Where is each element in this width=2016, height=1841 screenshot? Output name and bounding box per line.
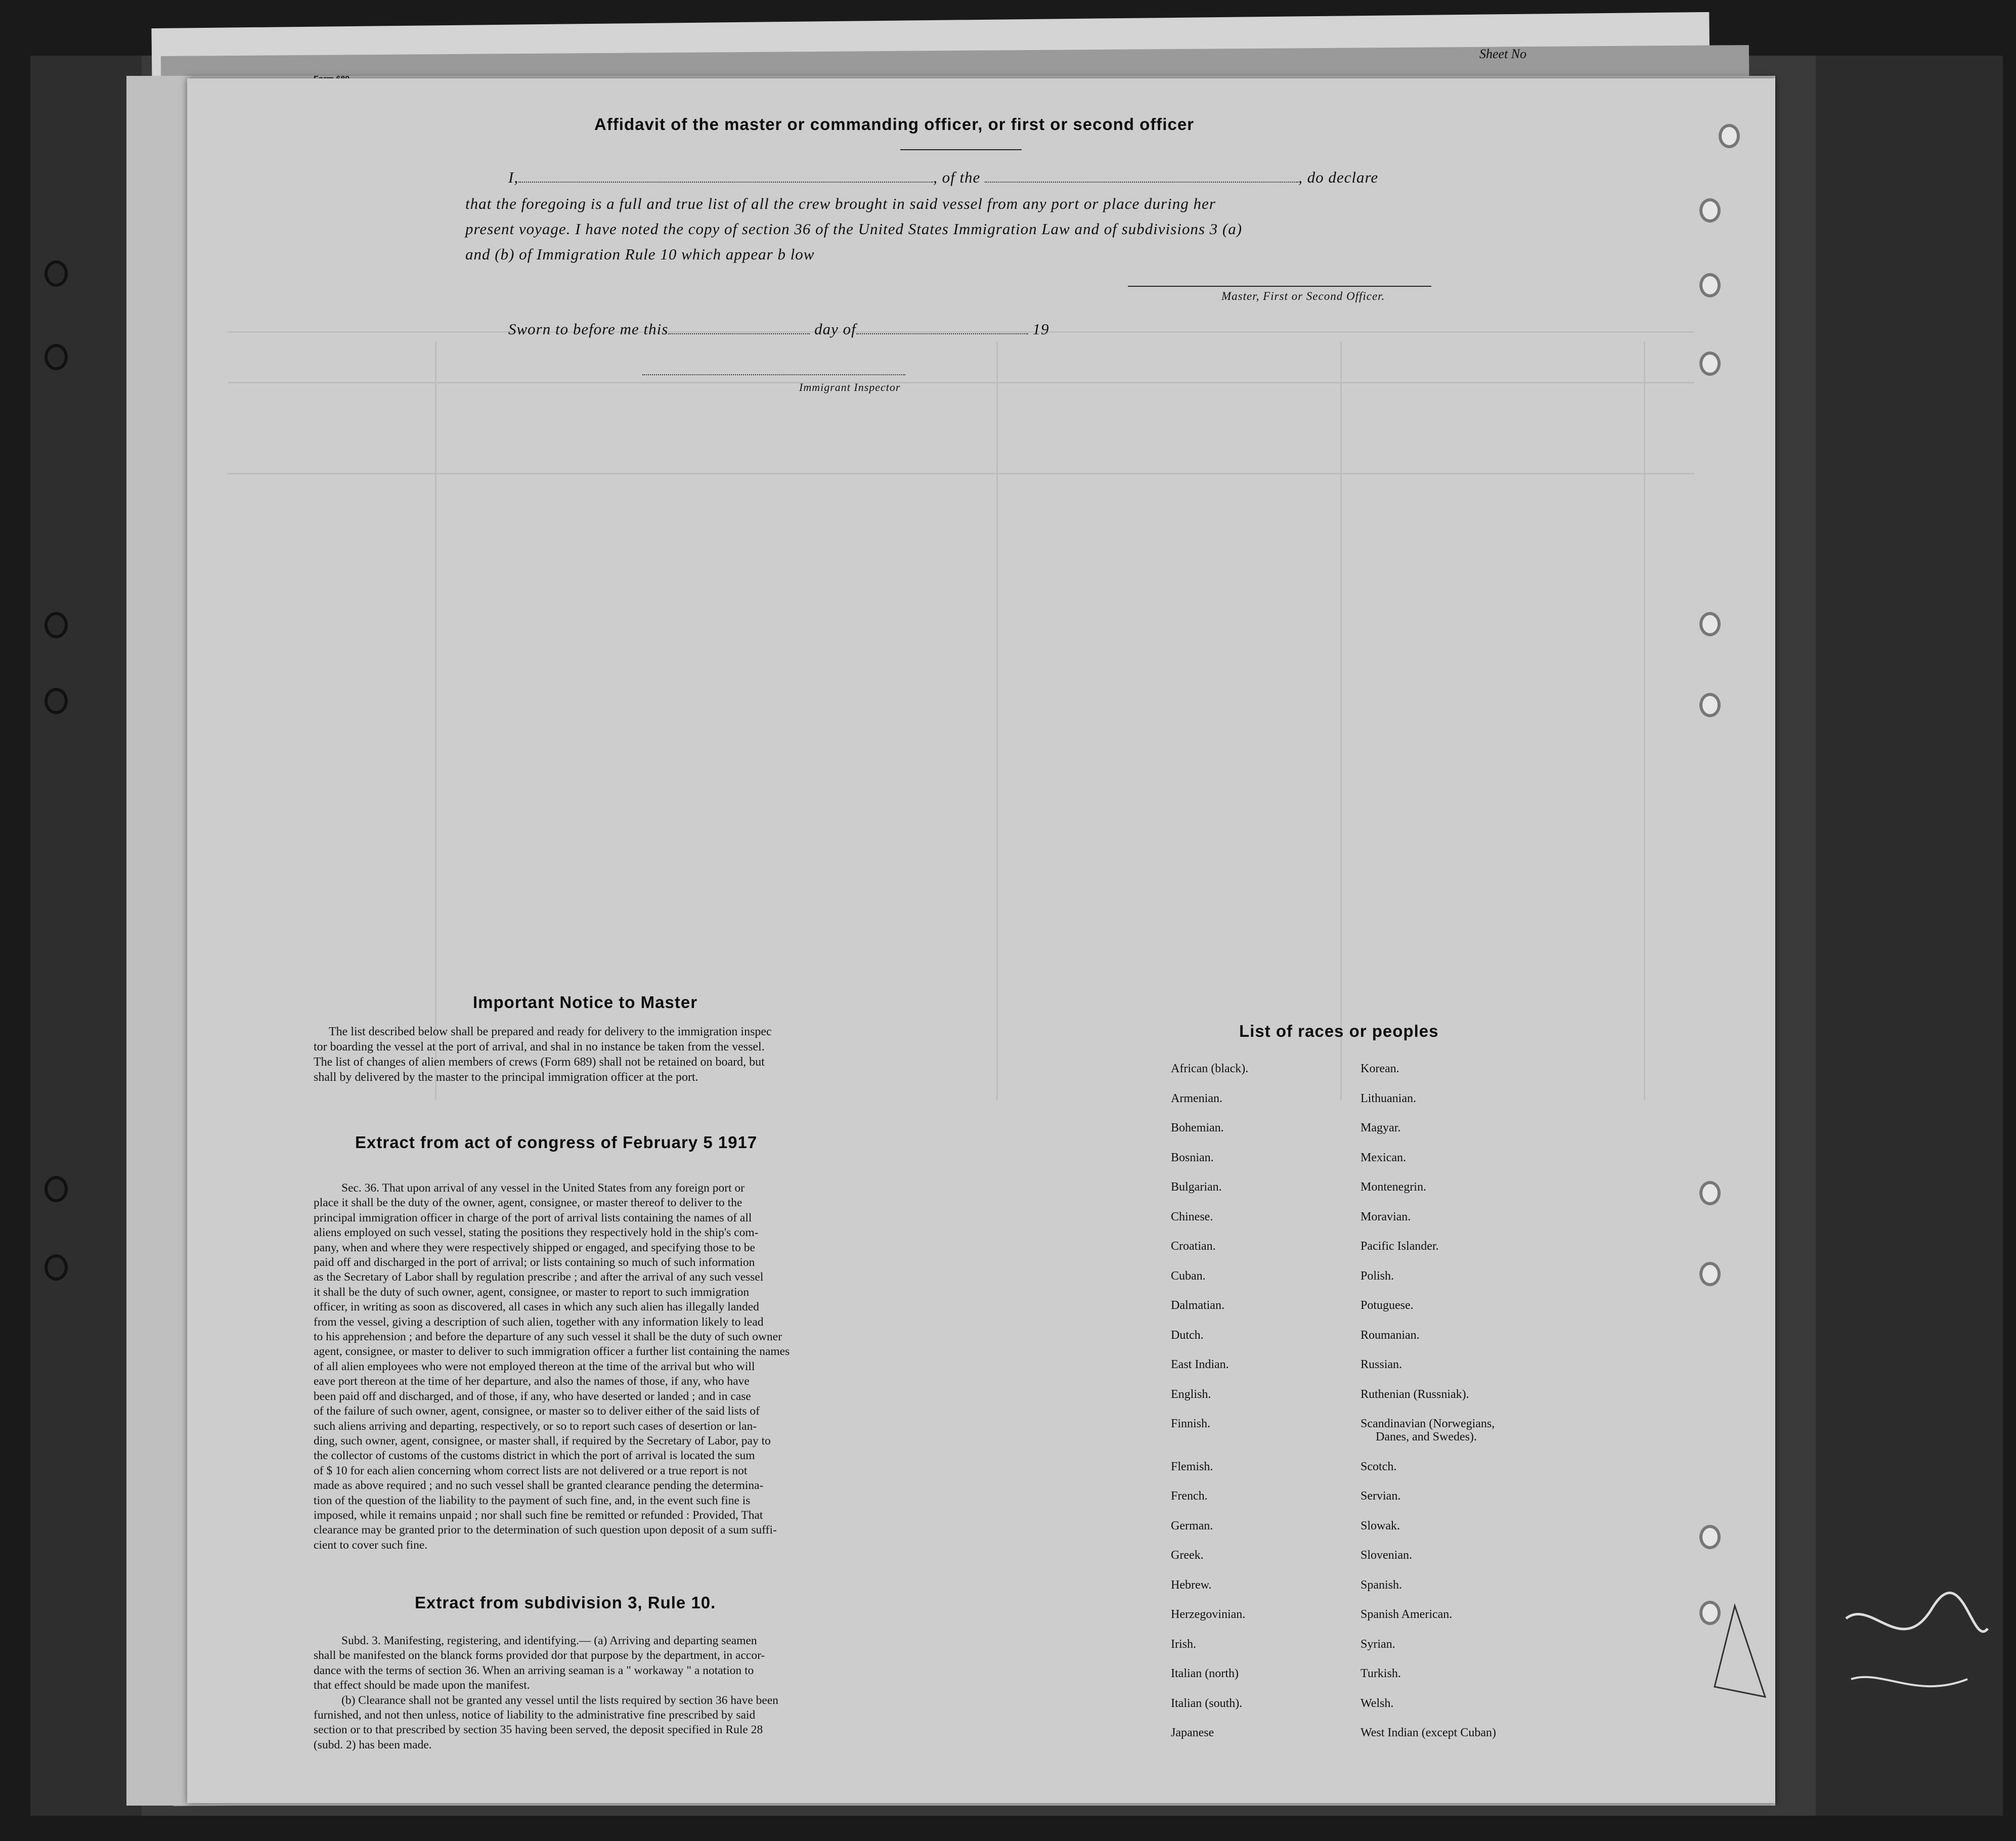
document-page	[187, 78, 1775, 1803]
extract_act-line: of $ 10 for each alien concerning whom correct lists are not delivered or a true report is not	[314, 1464, 748, 1477]
extract_rule-line: shall be manifested on the blanck forms provided dor that purpose by the department, in accor-	[314, 1649, 765, 1662]
affidavit-line-3: present voyage. I have noted the copy of section 36 of the United States Immigration Law and of subdivisions 3 (a)	[465, 220, 1243, 238]
affidavit-of-the: , of the	[933, 168, 981, 186]
race-item: Magyar.	[1361, 1121, 1401, 1134]
race-item: Croatian.	[1171, 1240, 1216, 1253]
extract_act-line: pany, when and where they were respectively shipped or engaged, and specifying those to be	[314, 1241, 755, 1254]
extract_rule-line: dance with the terms of section 36. When an arriving seaman is a " workaway " a notation to	[314, 1663, 754, 1677]
race-item: Japanese	[1171, 1726, 1214, 1739]
extract_act-line: agent, consignee, or master to deliver to such immigration officer a further list containing the names	[314, 1345, 790, 1358]
ghost-rule	[1340, 341, 1342, 1100]
extract-rule-body	[314, 1634, 1087, 1752]
punch-hole	[1719, 124, 1740, 148]
punch-hole	[1699, 693, 1721, 717]
extract_act-line: eave port thereon at the time of her departure, and also the names of those, if any, who have	[314, 1375, 750, 1388]
race-item: Flemish.	[1171, 1460, 1213, 1473]
extract_act-line: Sec. 36. That upon arrival of any vessel in the United States from any foreign port or	[341, 1181, 745, 1195]
ghost-rule	[435, 341, 436, 1100]
race-item: Montenegrin.	[1361, 1180, 1426, 1194]
affidavit-i: I,	[508, 168, 519, 186]
binder-hole	[45, 1254, 68, 1281]
day-blank[interactable]	[668, 323, 810, 334]
race-item: Lithuanian.	[1361, 1091, 1416, 1105]
extract_act-line: ding, such owner, agent, consignee, or master shall, if required by the Secretary of Labor, pay to	[314, 1434, 771, 1448]
extract_act-line: tion of the question of the liability to the payment of such fine, and, in the event such fine is	[314, 1494, 751, 1507]
race-item: Dutch.	[1171, 1328, 1204, 1342]
race-item: Chinese.	[1171, 1210, 1213, 1223]
inspector-label: Immigrant Inspector	[799, 381, 901, 393]
extract_act-line: made as above required ; and no such vessel shall be granted clearance pending the determina-	[314, 1479, 764, 1493]
binder-left-edge	[30, 56, 142, 1816]
binder-hole	[45, 688, 68, 714]
extract_act-line: such aliens arriving and departing, respectively, or so to report such cases of desertion or lan-	[314, 1419, 757, 1433]
extract_rule-line: that effect should be made upon the manifest.	[314, 1679, 530, 1692]
affidavit-line-4: and (b) of Immigration Rule 10 which appear b low	[465, 245, 815, 263]
race-item: Irish.	[1171, 1637, 1196, 1651]
extract_act-line: as the Secretary of Labor shall by regulation prescribe ; and after the arrival of any such vessel	[314, 1270, 764, 1284]
extract-act-title: Extract from act of congress of February 5 1917	[355, 1133, 758, 1152]
extract_rule-line: (b) Clearance shall not be granted any vessel until the lists required by section 36 have been	[341, 1693, 779, 1707]
race-item: Bohemian.	[1171, 1121, 1224, 1134]
race-item: Armenian.	[1171, 1091, 1222, 1105]
race-item: Korean.	[1361, 1062, 1399, 1075]
race-item: German.	[1171, 1519, 1213, 1532]
race-item: African (black).	[1171, 1062, 1249, 1075]
sheet-number-label: Sheet No	[1479, 47, 1527, 61]
extract_act-line: been paid off and discharged, and of those, if any, who have deserted or landed ; and in case	[314, 1389, 751, 1403]
punch-hole	[1699, 352, 1721, 376]
race-item: Servian.	[1361, 1489, 1401, 1503]
extract_act-line: paid off and discharged in the port of arrival; or lists containing so much of such information	[314, 1256, 755, 1269]
notice-line: shall by delivered by the master to the principal immigration officer at the port.	[314, 1071, 698, 1084]
notice-line: The list described below shall be prepared and ready for delivery to the immigration inspec	[329, 1025, 772, 1038]
race-item: Roumanian.	[1361, 1328, 1420, 1342]
punch-hole	[1699, 1525, 1721, 1549]
race-item: Cuban.	[1171, 1269, 1206, 1283]
extract_rule-line: Subd. 3. Manifesting, registering, and identifying.— (a) Arriving and departing seamen	[341, 1634, 757, 1647]
affidavit-line-2: that the foregoing is a full and true list of all the crew brought in said vessel from any port or place during her	[465, 195, 1216, 212]
ghost-rule	[996, 341, 998, 1100]
race-item: Finnish.	[1171, 1417, 1211, 1430]
vessel-blank[interactable]	[985, 171, 1298, 183]
race-item: Ruthenian (Russniak).	[1361, 1387, 1469, 1401]
name-blank[interactable]	[518, 171, 933, 183]
extract_act-line: of the failure of such owner, agent, consignee, or master so to deliver either of the said lists of	[314, 1405, 760, 1418]
binder-right-edge	[1816, 56, 2003, 1816]
punch-hole	[1699, 1262, 1721, 1286]
race-item: Mexican.	[1361, 1151, 1406, 1164]
pencil-marks	[1704, 1596, 1775, 1747]
signature-label: Master, First or Second Officer.	[1221, 290, 1385, 302]
punch-hole	[1699, 612, 1721, 636]
extract_act-line: the collector of customs of the customs district in which the port of arrival is located the sum	[314, 1449, 755, 1463]
ghost-rule	[228, 382, 1694, 383]
race-item: Moravian.	[1361, 1210, 1411, 1223]
binder-hole	[45, 260, 68, 287]
extract_act-line: of all alien employees who were not employed thereon at the time of the arrival but who will	[314, 1360, 755, 1373]
extract_act-line: place it shall be the duty of the owner, agent, consignee, or master thereof to deliver to the	[314, 1196, 742, 1210]
affidavit-declare: , do declare	[1298, 168, 1379, 186]
race-item: Scandinavian (Norwegians,	[1361, 1417, 1495, 1430]
extract_act-line: cient to cover such fine.	[314, 1538, 428, 1552]
race-item: Syrian.	[1361, 1637, 1395, 1651]
day-of-text: day of	[814, 320, 856, 338]
race-item: Hebrew.	[1171, 1578, 1212, 1592]
extract-rule-title: Extract from subdivision 3, Rule 10.	[415, 1593, 716, 1612]
race-item: East Indian.	[1171, 1358, 1229, 1371]
race-item: Italian (south).	[1171, 1696, 1243, 1710]
extract_act-line: officer, in writing as soon as discovered, all cases in which any such alien has illegally landed	[314, 1300, 759, 1314]
race-item: Scotch.	[1361, 1460, 1397, 1473]
handwritten-mark	[1841, 1578, 1993, 1730]
punch-hole	[1699, 273, 1721, 297]
race-item: Slowak.	[1361, 1519, 1400, 1532]
race-item: Russian.	[1361, 1358, 1403, 1371]
extract_act-line: it shall be the duty of such owner, agent, consignee, or master to report to such immigration	[314, 1285, 750, 1299]
extract_act-line: aliens employed on such vessel, stating the positions they respectively hold in the ship's com-	[314, 1226, 759, 1240]
extract_rule-line: section or to that prescribed by section 35 having been served, the deposit specified in Rule 28	[314, 1723, 763, 1737]
sworn-text: Sworn to before me this	[508, 320, 669, 338]
punch-hole	[1699, 1181, 1721, 1205]
month-blank[interactable]	[856, 323, 1028, 334]
extract_act-line: imposed, while it remains unpaid ; nor shall such fine be remitted or refunded : Provided, That	[314, 1508, 763, 1522]
extract_rule-line: furnished, and not then unless, notice of liability to the administrative fine prescribed by said	[314, 1708, 756, 1722]
race-item: Slovenian.	[1361, 1549, 1412, 1562]
race-item: Welsh.	[1361, 1696, 1394, 1710]
race-item: Turkish.	[1361, 1667, 1401, 1680]
ghost-rule	[228, 473, 1694, 474]
notice-line: The list of changes of alien members of crews (Form 689) shall not be retained on board, but	[314, 1056, 765, 1069]
extract_act-line: clearance may be granted prior to the determination of such question upon deposit of a sum suffi-	[314, 1523, 777, 1537]
race-item: French.	[1171, 1489, 1208, 1503]
extract_act-line: to his apprehension ; and before the departure of any such vessel it shall be the duty of such owner	[314, 1330, 782, 1344]
race-item: Herzegovinian.	[1171, 1608, 1246, 1621]
race-item: Dalmatian.	[1171, 1299, 1224, 1312]
extract_rule-line: (subd. 2) has been made.	[314, 1738, 432, 1751]
sworn-line	[508, 316, 1049, 342]
race-item: Spanish.	[1361, 1578, 1403, 1592]
race-item: Greek.	[1171, 1549, 1204, 1562]
race-item: Pacific Islander.	[1361, 1240, 1439, 1253]
affidavit-line-1	[508, 164, 1378, 191]
ghost-rule	[1644, 341, 1645, 1100]
title-rule	[900, 149, 1022, 150]
race-item: Bosnian.	[1171, 1151, 1214, 1164]
extract_act-line: from the vessel, giving a description of such alien, together with any information likely to lead	[314, 1315, 764, 1329]
extract-act-body	[314, 1181, 1087, 1553]
extract_act-line: principal immigration officer in charge of the port of arrival lists containing the names of all	[314, 1211, 752, 1224]
notice-title: Important Notice to Master	[473, 993, 698, 1012]
binder-hole	[45, 344, 68, 370]
race-item: English.	[1171, 1387, 1211, 1401]
notice-line: tor boarding the vessel at the port of arrival, and shal in no instance be taken from the vessel.	[314, 1040, 765, 1054]
race-item-continuation: Danes, and Swedes).	[1376, 1430, 1477, 1443]
race-item: Polish.	[1361, 1269, 1394, 1283]
race-item: Bulgarian.	[1171, 1180, 1222, 1194]
binder-hole	[45, 612, 68, 638]
year-text: 19	[1032, 320, 1049, 338]
affidavit-title: Affidavit of the master or commanding officer, or first or second officer	[594, 115, 1195, 134]
notice-body	[314, 1024, 1087, 1085]
punch-hole	[1699, 198, 1721, 223]
binder-hole	[45, 1176, 68, 1202]
races-title: List of races or peoples	[1239, 1022, 1439, 1040]
race-item: Italian (north)	[1171, 1667, 1239, 1680]
race-item: West Indian (except Cuban)	[1361, 1726, 1496, 1739]
race-item: Potuguese.	[1361, 1299, 1414, 1312]
race-item: Spanish American.	[1361, 1608, 1453, 1621]
